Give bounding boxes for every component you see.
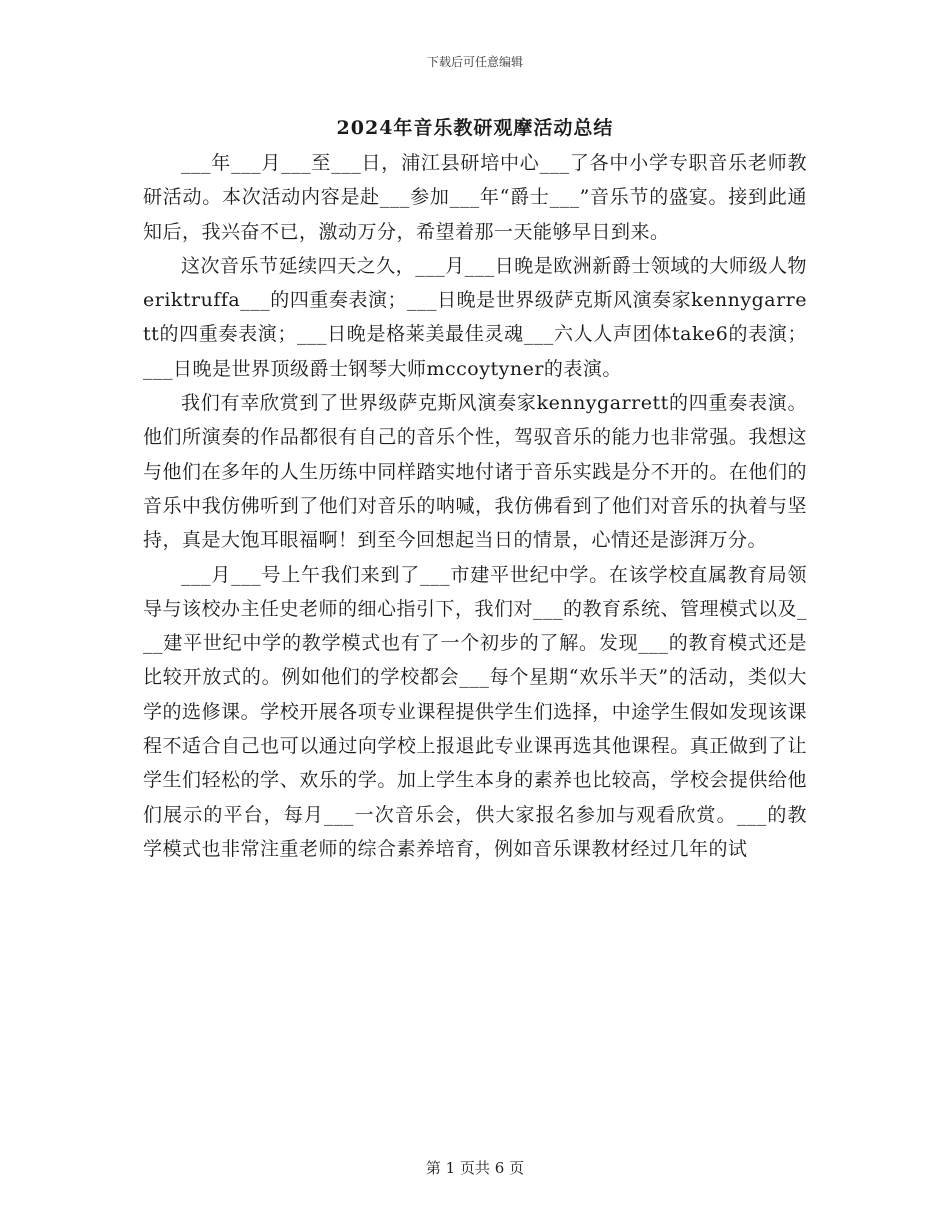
header-note: 下载后可任意编辑	[426, 55, 523, 69]
document-body	[143, 146, 807, 866]
paragraph-4: ___月___号上午我们来到了___市建平世纪中学。在该学校直属教育局领导与该校办主任史老师的细心指引下，我们对___的教育系统、管理模式以及___建平世纪中学的教学模式也有了一个初步的了解。发现___的教育模式还是比较开放式的。例如他们的学校都会___每个星期“欢乐半天”的活动，类似大学的选修课。学校开展各项专业课程提供学生们选择，中途学生假如发现该课程不适合自己也可以通过向学校上报退此专业课再选其他课程。真正做到了让学生们轻松的学、欢乐的学。加上学生本身的素养也比较高，学校会提供给他们展示的平台，每月___一次音乐会，供大家报名参加与观看欣赏。___的教学模式也非常注重老师的综合素养培育，例如音乐课教材经过几年的试	[143, 563, 808, 860]
document-title: 2024年音乐教研观摩活动总结	[336, 117, 614, 139]
paragraph-1: ___年___月___至___日，浦江县研培中心___了各中小学专职音乐老师教研活动。本次活动内容是赴___参加___年“爵士___”音乐节的盛宴。接到此通知后，我兴奋不已，激动万分，希望着那一天能够早日到来。	[143, 152, 807, 243]
page-number: 第 1 页共 6 页	[425, 1159, 525, 1177]
paragraph-3: 我们有幸欣赏到了世界级萨克斯风演奏家kennygarrett的四重奏表演。他们所演奏的作品都很有自己的音乐个性，驾驭音乐的能力也非常强。我想这与他们在多年的人生历练中同样踏实地付诸于音乐实践是分不开的。在他们的音乐中我仿佛听到了他们对音乐的呐喊，我仿佛看到了他们对音乐的执着与坚持，真是大饱耳眼福啊！到至今回想起当日的情景，心情还是澎湃万分。	[143, 392, 807, 552]
paragraph-2: 这次音乐节延续四天之久，___月___日晚是欧洲新爵士领域的大师级人物eriktruffa___的四重奏表演；___日晚是世界级萨克斯风演奏家kennygarrett的四重奏表演；___日晚是格莱美最佳灵魂___六人人声团体take6的表演；___日晚是世界顶级爵士钢琴大师mccoytyner的表演。	[143, 254, 807, 380]
